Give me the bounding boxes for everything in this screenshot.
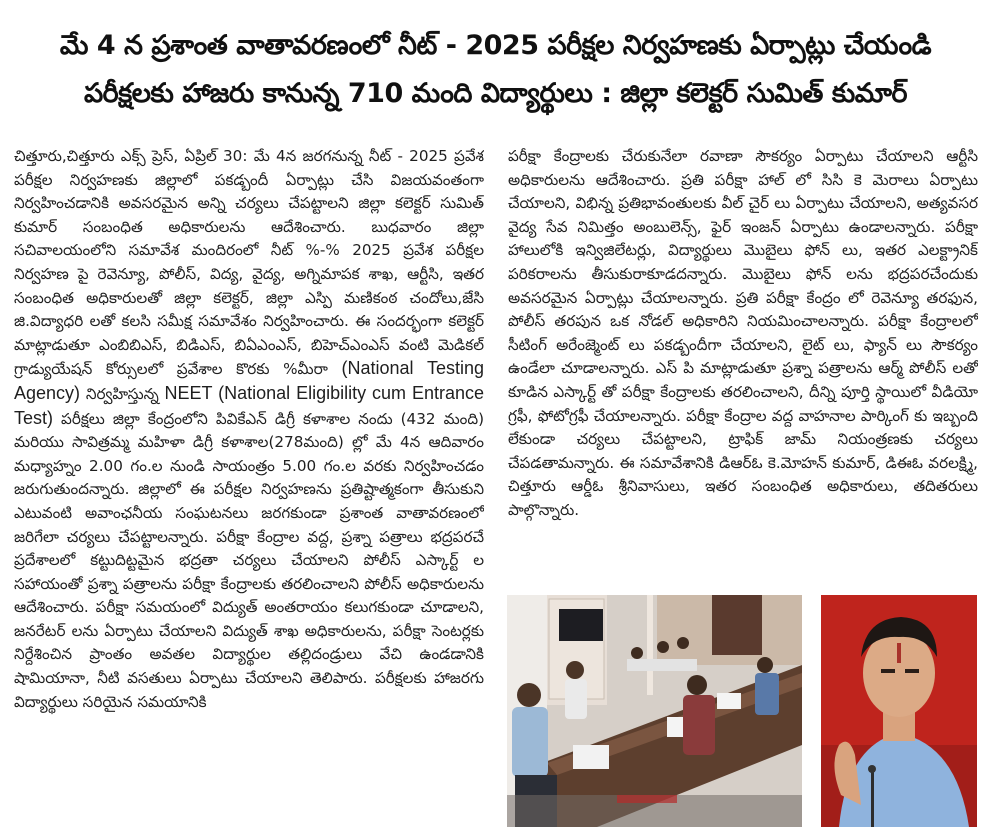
article-column-right (508, 145, 978, 585)
headline-line-1: మే 4 న ప్రశాంత వాతావరణంలో నీట్ - 2025 పరీక్షల నిర్వహణకు ఏర్పాట్లు చేయండి (59, 30, 932, 61)
article-paragraph-left (14, 145, 484, 714)
headline (0, 0, 991, 130)
collector-photo (821, 595, 977, 827)
article-paragraph-right: పరీక్షా కేంద్రాలకు చేరుకునేలా రవాణా సౌకర్యం ఏర్పాటు చేయాలని ఆర్టీసి అధికారులను ఆదేశించారు. ప్రతి పరీక్షా హాల్ లో సిసి కె మెరాలు ఏర్పాటు చేయాలని, విభిన్న ప్రతిభావంతులకు వీల్ చైర్ లు ఏర్పాటు చేయాలని, అత్యవసర వైద్య సేవ నిమిత్తం అంబులెన్స్, ఫైర్ ఇంజన్ ఏర్పాటు ఉండాలన్నారు. పరీక్షా హాలులోకి ఇన్విజిలేటర్లు, విద్యార్థులు మొబైలు ఫోన్ లు, ఇతర ఎలక్ట్రానిక్ పరికరాలను తీసుకురాకూడదన్నారు. మొబైలు ఫోన్ లను భద్రపరచేందుకు అవసరమైన ఏర్పాట్లు చేయాలన్నారు. ప్రతి పరీక్షా కేంద్రం లో రెవెన్యూ తరఫున, పోలీస్ తరపున ఒక నోడల్ అధికారిని నియమించాలన్నారు. పరీక్షా కేంద్రాలలో సీటింగ్ అరేంజ్మెంట్ లు పకడ్బందీగా చేయాలని, లైట్ లు, ఫ్యాన్ లు సౌకర్యం ఉండేలా చూడాలన్నారు. ఎస్ పి మాట్లాడుతూ ప్రశ్నా పత్రాలను ఆర్మ్ పోలీస్ లతో కూడిన ఎస్కార్ట్ తో పరీక్షా కేంద్రాలకు తరలించాలని, దీన్ని పూర్తి స్థాయిలో వీడియో గ్రఫీ, ఫోటోగ్రఫీ చేయాలన్నారు. పరీక్షా కేంద్రాల వద్ద వాహనాల పార్కింగ్ కు ఇబ్బంది లేకుండా చర్యలు చేపట్టాలని, ట్రాఫిక్ జామ్ నియంత్రణకు చర్యలు చేపడతామన్నారు. ఈ సమావేశానికి డిఆర్ఓ కె.మోహన్ కుమార్, డిఈఓ వరలక్ష్మి, చిత్తూరు ఆర్డీఓ శ్రీనివాసులు, ఇతర సంబంధిత అధికారులు, తదితరులు పాల్గొన్నారు. (508, 147, 978, 519)
photo-row (507, 595, 977, 827)
article-english-agency: (National Testing Agency) (14, 358, 484, 403)
collector-illustration (821, 595, 977, 827)
article-text-left-1: చిత్తూరు,చిత్తూరు ఎక్స్ ప్రెస్, ఏప్రిల్ 30: మే 4న జరగనున్న నీట్ - 2025 ప్రవేశ పరీక్షల నిర్వహణకు జిల్లాలో పకడ్బందీ ఏర్పాట్లు చేసి విజయవంతంగా నిర్వహించడానికి అవసరమైన అన్ని చర్యలు చేపట్టాలని జిల్లా కలెక్టర్ సుమిత్ కుమార్ సంబంధిత అధికారులను ఆదేశించారు. బుధవారం జిల్లా సచివాలయంలోని సమావేశ మందిరంలో నీట్ %-% 2025 ప్రవేశ పరీక్షల నిర్వహణ పై రెవెన్యూ, పోలీస్, విద్య, వైద్య, అగ్నిమాపక శాఖ, ఆర్టీసి, ఇతర సంబంధిత అధికారులతో జిల్లా కలెక్టర్, జిల్లా ఎస్పి మణికంఠ చందోలు,జేసి జి.విద్యాధరి లతో కలసి సమీక్ష సమావేశం నిర్వహించారు. ఈ సందర్భంగా కలెక్టర్ మాట్లాడుతూ ఎంబిబిఎస్, బిడిఎస్, బిఏఎంఎస్, బిహెచ్ఎంఎస్ వంటి మెడికల్ గ్రాడ్యుయేషన్ కోర్సులలో ప్రవేశాల కొరకు %మీరా (14, 147, 484, 379)
article-text-left-2: నిర్వహిస్తున్న (85, 384, 159, 403)
article-english-neet: NEET (National Eligibility cum Entrance Test) (14, 382, 484, 428)
meeting-illustration (507, 595, 802, 827)
meeting-photo (507, 595, 802, 827)
article-column-left (14, 145, 484, 825)
headline-line-2: పరీక్షలకు హాజరు కానున్న 710 మంది విద్యార్థులు : జిల్లా కలెక్టర్ సుమిత్ కుమార్ (83, 78, 908, 109)
article-text-left-3: పరీక్షలు జిల్లా కేంద్రంలోని పివికేఎన్ డిగ్రీ కళాశాల నందు (432 మంది) మరియు సావిత్రమ్మ మహిళా డిగ్రీ కళాశాల(278మంది) ల్లో మే 4న ఆదివారం మధ్యాహ్నం 2.00 గం.ల నుండి సాయంత్రం 5.00 గం.ల వరకు నిర్వహించడం జరుగుతుందన్నారు. జిల్లాలో ఈ పరీక్షల నిర్వహణను ప్రతిష్టాత్మకంగా తీసుకుని ఎటువంటి అవాంఛనీయ సంఘటనలు జరగకుండా ప్రశాంత వాతావరణంలో జరిగేలా చర్యలు చేపట్టాలన్నారు. పరీక్షా కేంద్రాల వద్ద, ప్రశ్నా పత్రాలు భద్రపరచే ప్రదేశాలలో కట్టుదిట్టమైన భద్రతా చర్యలు చేయాలని పోలీస్ ఎస్కార్ట్ ల సహాయంతో ప్రశ్నా పత్రాలను పరీక్షా కేంద్రాలకు తరలించాలని పోలీస్ అధికారులను ఆదేశించారు. పరీక్షా సమయంలో విద్యుత్ అంతరాయం కలుగకుండా చూడాలని, జనరేటర్ లను ఏర్పాటు చేయాలని విద్యుత్ శాఖ అధికారులను, పరీక్షా సెంటర్లకు నిర్దేశించిన ప్రాంతం అవతల విద్యార్థుల తల్లిదండ్రులు వేచి ఉండడానికి షామియానా, నీటి వసతులు ఏర్పాటు చేయాలని తెలిపారు. పరీక్షలకు హాజరగు విద్యార్థులు సరియైన సమయానికి (14, 409, 484, 711)
